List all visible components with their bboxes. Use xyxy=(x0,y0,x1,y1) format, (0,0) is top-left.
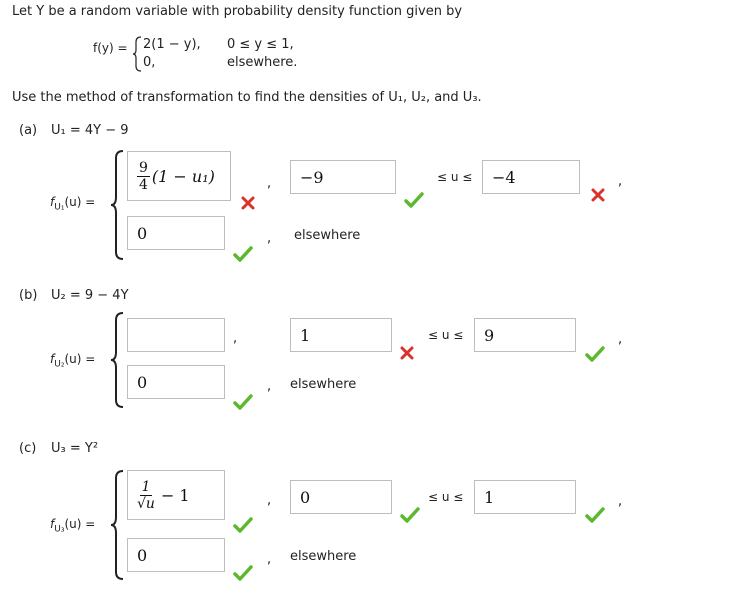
separator: , xyxy=(233,331,238,346)
part-a-expression-input[interactable]: $\frac{9}{4}$ (1 − u₁) xyxy=(127,151,231,201)
checkmark-icon xyxy=(404,192,424,208)
part-b-else-input[interactable]: 0 xyxy=(127,365,225,399)
part-c-upper-input[interactable]: 1 xyxy=(474,480,576,514)
part-b-func-label: $f_{U_2}(u)$ = xyxy=(50,352,96,370)
x-mark-icon xyxy=(591,188,605,202)
case1-expression: 2(1 − y), xyxy=(143,37,201,52)
part-b-lower-input[interactable]: 1 xyxy=(290,318,392,352)
separator: , xyxy=(267,493,272,508)
part-b-inequality: ≤ u ≤ xyxy=(428,328,464,342)
part-a-elsewhere: elsewhere xyxy=(294,228,361,243)
checkmark-icon xyxy=(233,246,253,262)
part-b-expression-input[interactable] xyxy=(127,318,225,352)
checkmark-icon xyxy=(400,507,420,523)
separator: , xyxy=(267,552,272,567)
separator: , xyxy=(618,494,623,509)
x-mark-icon xyxy=(400,346,414,360)
part-c-inequality: ≤ u ≤ xyxy=(428,490,464,504)
separator: , xyxy=(267,379,272,394)
part-c-else-input[interactable]: 0 xyxy=(127,538,225,572)
part-b-transform: U₂ = 9 − 4Y xyxy=(51,288,129,303)
part-a-transform: U₁ = 4Y − 9 xyxy=(51,123,129,138)
part-a-func-label: $f_{U_1}(u)$ = xyxy=(50,195,96,213)
separator: , xyxy=(618,332,623,347)
part-b-upper-input[interactable]: 9 xyxy=(474,318,576,352)
part-c-elsewhere: elsewhere xyxy=(290,549,357,564)
part-c-transform: U₃ = Y² xyxy=(51,441,99,456)
case1-condition: 0 ≤ y ≤ 1, xyxy=(227,37,294,52)
case2-condition: elsewhere. xyxy=(227,55,298,70)
part-c-lower-input[interactable]: 0 xyxy=(290,480,392,514)
case2-expression: 0, xyxy=(143,55,156,70)
separator: , xyxy=(267,176,272,191)
left-brace-icon xyxy=(110,150,124,260)
left-brace-icon xyxy=(132,36,142,72)
left-brace-icon xyxy=(110,470,124,580)
part-a-inequality: ≤ u ≤ xyxy=(437,170,473,184)
separator: , xyxy=(267,231,272,246)
checkmark-icon xyxy=(585,507,605,523)
part-b-elsewhere: elsewhere xyxy=(290,377,357,392)
instruction: Use the method of transformation to find the densities of U₁, U₂, and U₃. xyxy=(12,90,482,105)
part-b-label: (b) xyxy=(19,288,38,303)
x-mark-icon xyxy=(241,196,255,210)
checkmark-icon xyxy=(233,517,253,533)
checkmark-icon xyxy=(233,565,253,581)
checkmark-icon xyxy=(233,394,253,410)
part-a-upper-input[interactable]: −4 xyxy=(482,160,580,194)
problem-statement: Let Y be a random variable with probability density function given by xyxy=(12,4,463,19)
checkmark-icon xyxy=(585,346,605,362)
fy-label: f(y) = xyxy=(93,41,128,55)
part-a-else-input[interactable]: 0 xyxy=(127,216,225,250)
part-c-func-label: $f_{U_3}(u)$ = xyxy=(50,517,96,535)
left-brace-icon xyxy=(110,312,124,408)
part-c-label: (c) xyxy=(19,441,37,456)
part-a-label: (a) xyxy=(19,123,38,138)
separator: , xyxy=(618,174,623,189)
part-a-lower-input[interactable]: −9 xyxy=(290,160,396,194)
part-c-expression-input[interactable]: $\frac{1}{√u}$ − 1 xyxy=(127,470,225,520)
